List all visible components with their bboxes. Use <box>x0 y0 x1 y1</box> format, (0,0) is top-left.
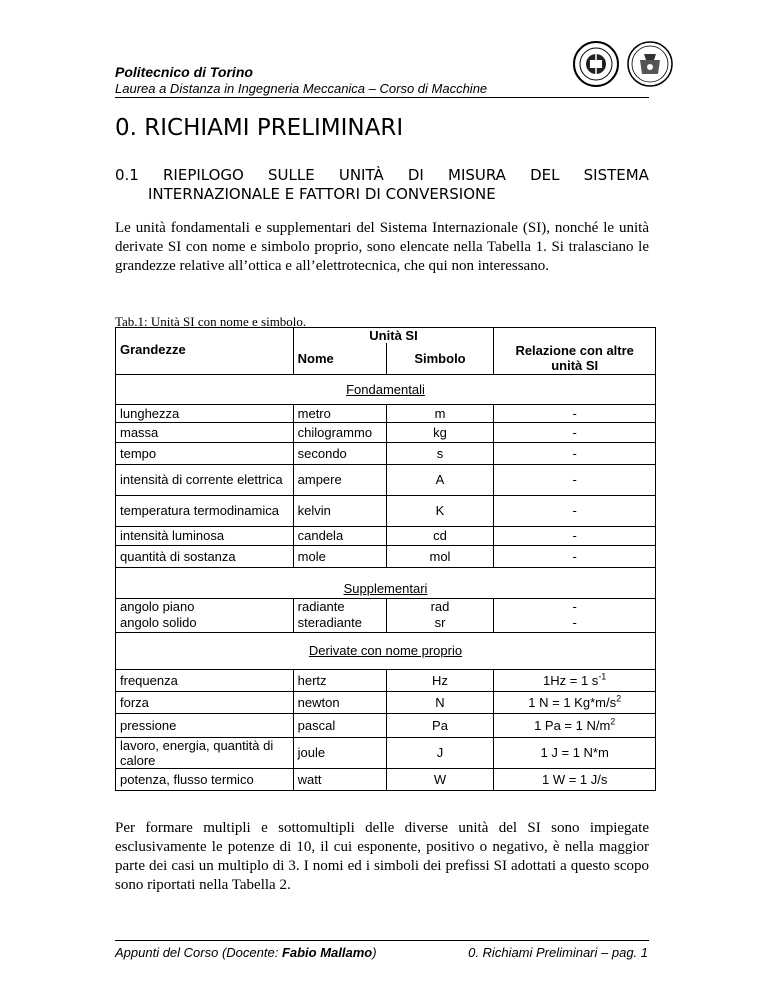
table-row <box>116 768 656 790</box>
section-heading-word: MISURA <box>448 166 506 184</box>
section-heading-word: UNITÀ <box>338 166 384 184</box>
quantity-cell: massa <box>116 422 294 442</box>
unit-symbol-cell: kg <box>386 422 494 442</box>
section-heading-word: SISTEMA <box>583 166 649 184</box>
header-nome: Nome <box>293 343 386 374</box>
unit-name-cell: kelvin <box>293 495 386 526</box>
relation-cell <box>494 669 656 691</box>
header-grandezze: Grandezze <box>116 328 294 375</box>
relation-text: 1 N = 1 Kg*m/s <box>528 694 617 710</box>
unit-symbol-cell: Pa <box>386 713 494 737</box>
quantity-cell: potenza, flusso termico <box>116 768 294 790</box>
unit-symbol-cell: mol <box>386 545 494 567</box>
quantity-cell: intensità luminosa <box>116 526 294 545</box>
footer-suffix: ) <box>372 945 377 960</box>
cell-line: - <box>572 599 577 614</box>
section-heading-word: DI <box>407 166 424 184</box>
unit-name-cell: pascal <box>293 713 386 737</box>
table-row <box>116 545 656 567</box>
footer-left <box>115 945 377 960</box>
quantity-cell: tempo <box>116 442 294 464</box>
cell-line: angolo piano <box>120 599 195 614</box>
relation-cell: - <box>494 495 656 526</box>
quantity-cell: lavoro, energia, quantità di calore <box>116 737 294 768</box>
cell-line: rad <box>430 599 450 614</box>
header-relazione: Relazione con altre unità SI <box>494 343 656 374</box>
unit-name-cell: watt <box>293 768 386 790</box>
quantity-cell: intensità di corrente elettrica <box>116 464 294 495</box>
header-simbolo: Simbolo <box>386 343 494 374</box>
unit-symbol-cell: m <box>386 404 494 422</box>
table-row <box>116 495 656 526</box>
relation-cell: - <box>494 526 656 545</box>
table-row <box>116 442 656 464</box>
footer-prefix: Appunti del Corso (Docente: <box>115 945 282 960</box>
relation-exponent: 2 <box>610 716 616 727</box>
cell-line: steradiante <box>297 615 362 630</box>
relation-text: 1 Pa = 1 N/m <box>534 717 611 733</box>
quantity-cell <box>116 598 294 632</box>
chapter-title: 0. RICHIAMI PRELIMINARI <box>115 115 404 141</box>
section-fondamentali: Fondamentali <box>116 374 656 404</box>
header-unita-si: Unità SI <box>293 328 494 344</box>
university-crest-logo <box>626 40 674 88</box>
relation-text: 1 J = 1 N*m <box>540 745 609 760</box>
university-seal-logo <box>572 40 620 88</box>
footer-page: 0. Richiami Preliminari – pag. 1 <box>468 945 648 960</box>
cell-line: sr <box>434 615 446 630</box>
quantity-cell: forza <box>116 691 294 713</box>
relation-exponent: -1 <box>598 671 607 682</box>
cell-line: - <box>572 615 577 630</box>
relation-cell: - <box>494 442 656 464</box>
table-row <box>116 691 656 713</box>
unit-symbol-cell: W <box>386 768 494 790</box>
quantity-cell: frequenza <box>116 669 294 691</box>
relation-cell: - <box>494 422 656 442</box>
table-row <box>116 598 656 632</box>
unit-name-cell: metro <box>293 404 386 422</box>
quantity-cell: pressione <box>116 713 294 737</box>
section-number: 0.1 <box>115 166 139 184</box>
section-heading-word: DEL <box>530 166 560 184</box>
table-row <box>116 669 656 691</box>
unit-name-cell: mole <box>293 545 386 567</box>
table-row <box>116 713 656 737</box>
footer-rule <box>115 940 649 941</box>
unit-name-cell: hertz <box>293 669 386 691</box>
section-heading-word: RIEPILOGO <box>163 166 244 184</box>
section-heading-word: SULLE <box>268 166 315 184</box>
relation-cell <box>494 598 656 632</box>
section-derivate: Derivate con nome proprio <box>116 632 656 669</box>
closing-paragraph: Per formare multipli e sottomultipli delle diverse unità del SI sono impiegate esclusivamente le potenze di 10, il cui esponente, positivo o negativo, è nella maggior parte dei casi un multiplo di 3. I nomi ed i simboli dei prefissi SI adottati a questo scopo sono riportati nella Tabella 2. <box>115 820 649 893</box>
relation-cell: - <box>494 545 656 567</box>
quantity-cell: quantità di sostanza <box>116 545 294 567</box>
header-institution: Politecnico di Torino <box>115 64 253 80</box>
unit-name-cell: chilogrammo <box>293 422 386 442</box>
unit-name-cell: newton <box>293 691 386 713</box>
table-row <box>116 737 656 768</box>
unit-name-cell: joule <box>293 737 386 768</box>
unit-symbol-cell: N <box>386 691 494 713</box>
si-units-table <box>115 327 656 791</box>
relation-exponent: 2 <box>616 693 622 704</box>
unit-symbol-cell <box>386 598 494 632</box>
unit-name-cell <box>293 598 386 632</box>
relation-cell <box>494 737 656 768</box>
relation-cell: - <box>494 404 656 422</box>
cell-line: radiante <box>297 599 345 614</box>
table-row <box>116 464 656 495</box>
table-row <box>116 422 656 442</box>
unit-symbol-cell: J <box>386 737 494 768</box>
table-row <box>116 404 656 422</box>
header-course: Laurea a Distanza in Ingegneria Meccanica – Corso di Macchine <box>115 81 488 96</box>
unit-name-cell: candela <box>293 526 386 545</box>
relation-text: 1Hz = 1 s <box>543 672 599 688</box>
section-heading-line2: INTERNAZIONALE E FATTORI DI CONVERSIONE <box>148 185 496 203</box>
relation-text: 1 W = 1 J/s <box>541 771 608 787</box>
unit-name-cell: secondo <box>293 442 386 464</box>
quantity-cell: lunghezza <box>116 404 294 422</box>
unit-symbol-cell: s <box>386 442 494 464</box>
unit-symbol-cell: Hz <box>386 669 494 691</box>
section-supplementari: Supplementari <box>116 567 656 598</box>
section-heading <box>115 166 649 184</box>
unit-symbol-cell: A <box>386 464 494 495</box>
unit-symbol-cell: cd <box>386 526 494 545</box>
unit-name-cell: ampere <box>293 464 386 495</box>
unit-symbol-cell: K <box>386 495 494 526</box>
footer-author: Fabio Mallamo <box>281 945 373 960</box>
cell-line: angolo solido <box>120 615 197 630</box>
quantity-cell: temperatura termodinamica <box>116 495 294 526</box>
relation-cell <box>494 691 656 713</box>
intro-paragraph: Le unità fondamentali e supplementari del Sistema Internazionale (SI), nonché le unità derivate SI con nome e simbolo proprio, sono elencate nella Tabella 1. Si tralasciano le grandezze relative all’ottica e all’elettrotecnica, che qui non interessano. <box>115 220 649 274</box>
relation-cell <box>494 768 656 790</box>
relation-cell: - <box>494 464 656 495</box>
table-row <box>116 526 656 545</box>
header-rule <box>115 97 649 98</box>
table-caption: Tab.1: Unità SI con nome e simbolo. <box>115 314 307 329</box>
relation-cell <box>494 713 656 737</box>
